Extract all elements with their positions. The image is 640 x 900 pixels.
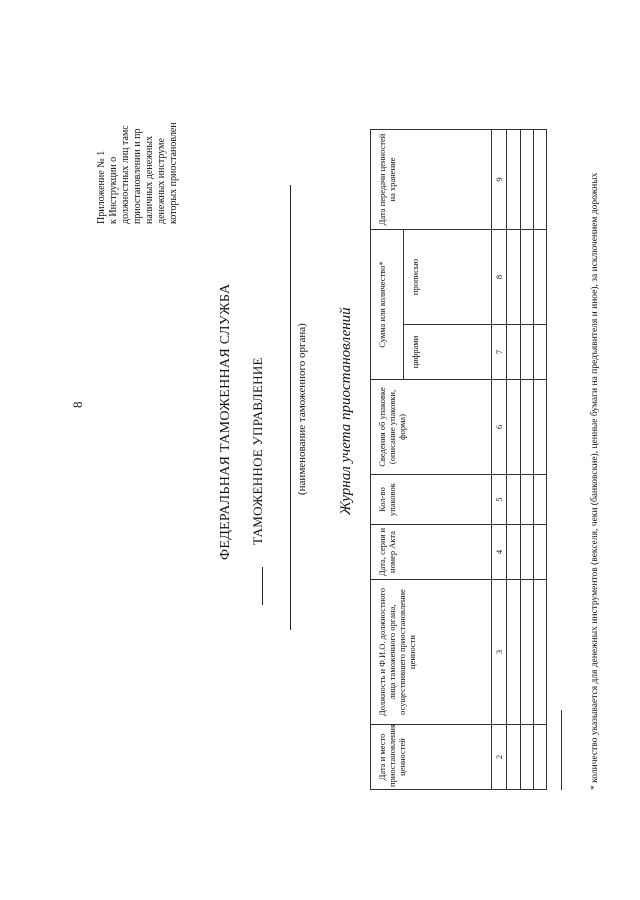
col-header-date-place: Дата и место приостановления ценностей	[371, 725, 492, 790]
appendix-line: должностных лиц тамс	[120, 125, 131, 224]
col-header-sum-digits: цифрами	[404, 325, 492, 380]
organ-caption: (наименование таможенного органа)	[296, 323, 308, 495]
appendix-line: к Инструкции о	[108, 156, 119, 224]
table-row	[507, 130, 520, 790]
organ-name-line	[290, 185, 291, 630]
col-header-sum-words: прописью	[404, 230, 492, 325]
col-header-packages: Кол-во упаковок	[371, 475, 492, 525]
department-title: ТАМОЖЕННОЕ УПРАВЛЕНИЕ	[250, 357, 265, 545]
appendix-line: которых приостановлен	[168, 122, 179, 224]
blank-line	[262, 567, 263, 605]
column-number: 6	[492, 380, 507, 475]
appendix-line: денежных инструме	[156, 138, 167, 224]
col-header-official: Должность и Ф.И.О. должностного лица таможенного органа, осуществившего приостановление ценности	[371, 580, 492, 725]
appendix-note	[96, 24, 180, 224]
col-header-storage-date: Дата передачи ценностей на хранение	[371, 130, 492, 230]
col-header-packaging: Сведения об упаковке (описание упаковки, форма)	[371, 380, 492, 475]
column-number: 4	[492, 525, 507, 580]
column-number: 2	[492, 725, 507, 790]
journal-table	[370, 129, 547, 790]
footnote-separator	[561, 710, 562, 790]
column-number: 8	[492, 230, 507, 325]
footnote: * количество указывается для денежных инструментов (векселя, чеки (банковские), ценные бумаги на предъявителя и иное), за исключением дорожных	[590, 172, 600, 790]
table-row	[533, 130, 546, 790]
agency-title: ФЕДЕРАЛЬНАЯ ТАМОЖЕННАЯ СЛУЖБА	[218, 283, 233, 560]
column-number: 5	[492, 475, 507, 525]
column-number: 7	[492, 325, 507, 380]
journal-title: Журнал учета приостановлений	[338, 307, 354, 515]
page-number: 8	[70, 401, 85, 408]
col-header-act: Дата, серия и номер Акта	[371, 525, 492, 580]
appendix-line: приостановлении и пр	[132, 128, 143, 224]
appendix-line: Приложение № 1	[96, 150, 107, 224]
table-row	[520, 130, 533, 790]
column-number: 9	[492, 130, 507, 230]
column-number: 3	[492, 580, 507, 725]
col-header-sum: Сумма или количество*	[371, 230, 404, 380]
appendix-line: наличных денежных	[144, 135, 155, 224]
